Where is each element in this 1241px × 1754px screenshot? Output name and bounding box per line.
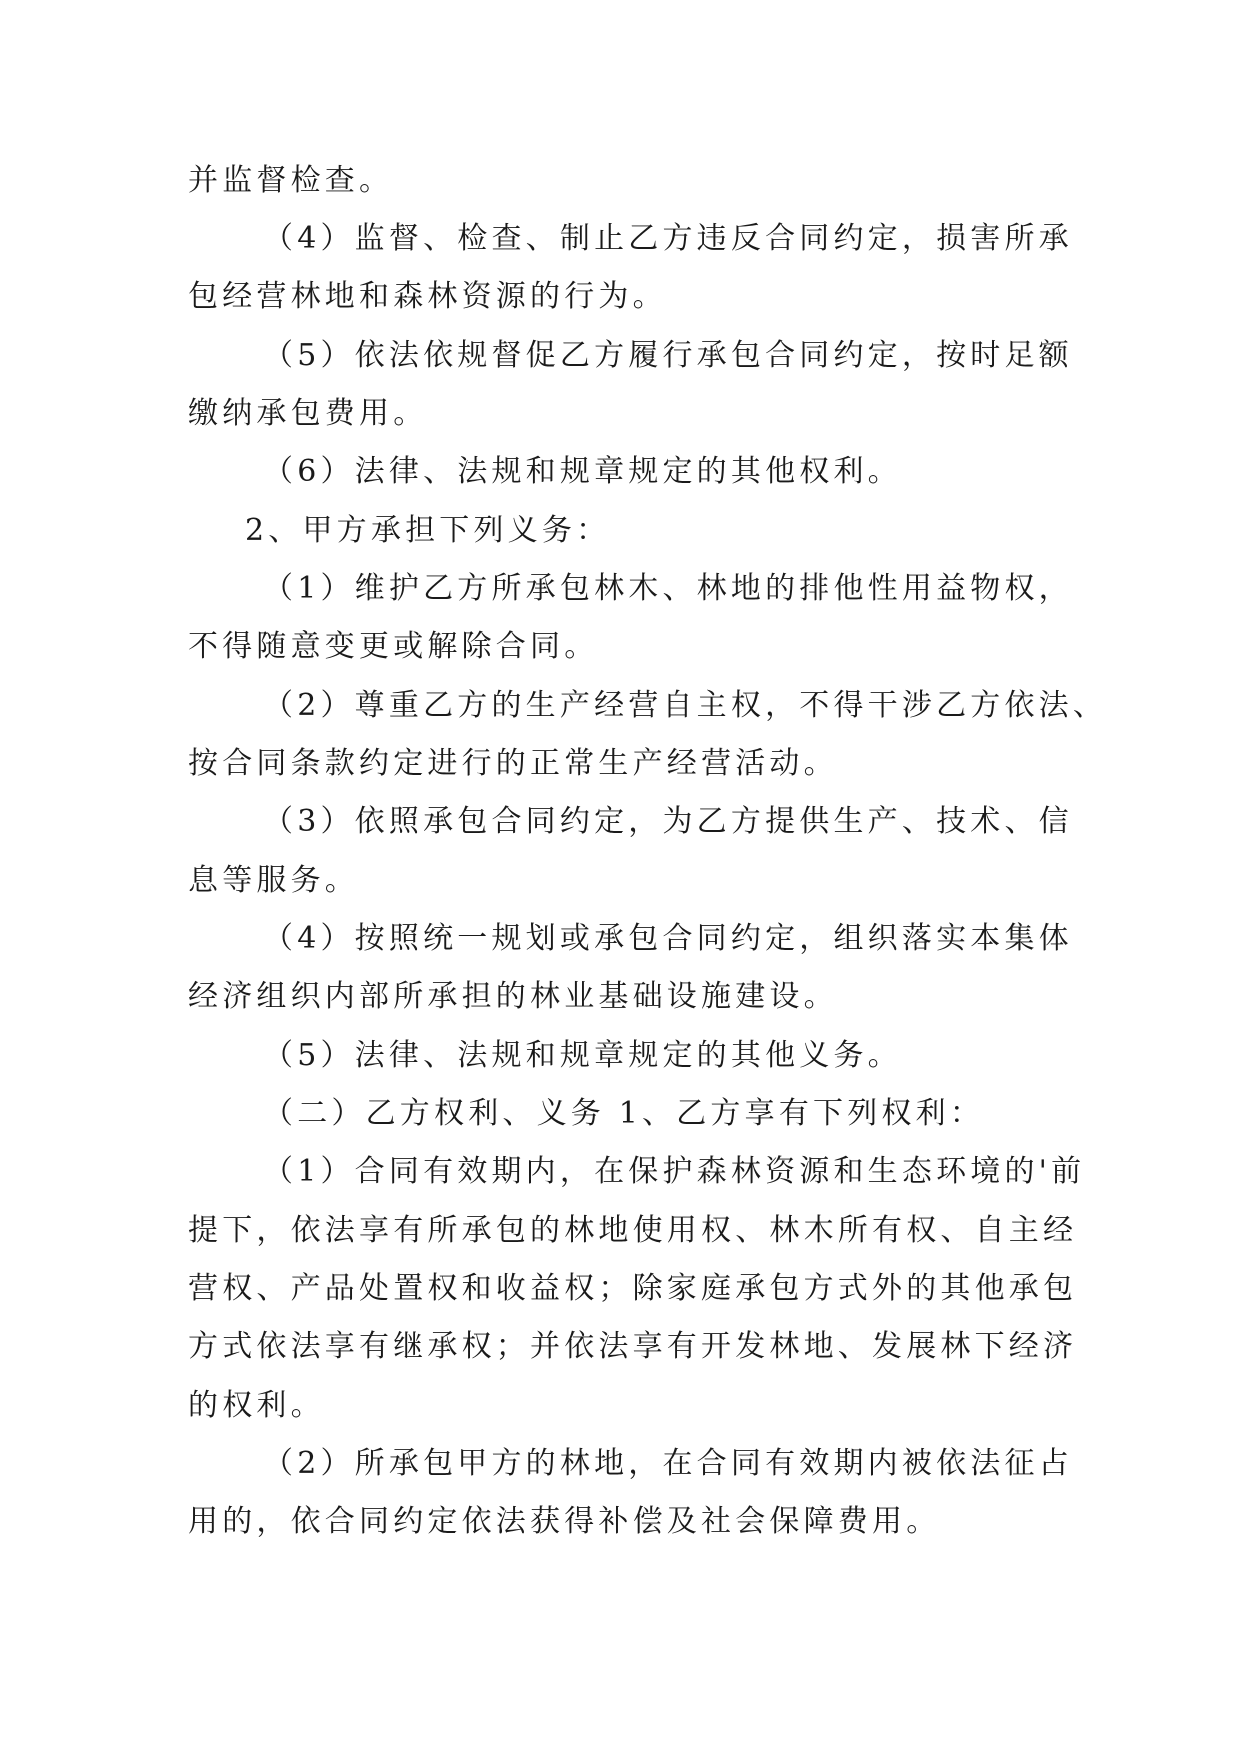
- text-line: 按合同条款约定进行的正常生产经营活动。: [188, 746, 838, 781]
- text-line: （2）尊重乙方的生产经营自主权，不得干涉乙方依法、: [263, 688, 1108, 723]
- text-line: 并监督检查。: [188, 163, 394, 198]
- text-line: （1）合同有效期内，在保护森林资源和生态环境的'前: [263, 1154, 1086, 1189]
- text-line: （4）监督、检查、制止乙方违反合同约定，损害所承: [263, 221, 1073, 256]
- text-line: （1）维护乙方所承包林木、林地的排他性用益物权，: [263, 571, 1073, 606]
- text-line: 经济组织内部所承担的林业基础设施建设。: [188, 979, 838, 1014]
- text-line: （5）依法依规督促乙方履行承包合同约定，按时足额: [263, 338, 1073, 373]
- text-line: （6）法律、法规和规章规定的其他权利。: [263, 454, 902, 489]
- text-line: （2）所承包甲方的林地，在合同有效期内被依法征占: [263, 1446, 1073, 1481]
- text-line: 用的，依合同约定依法获得补偿及社会保障费用。: [188, 1504, 941, 1539]
- text-line: 提下，依法享有所承包的林地使用权、林木所有权、自主经: [188, 1213, 1078, 1248]
- text-line: 2、甲方承担下列义务：: [245, 513, 611, 548]
- text-line: （4）按照统一规划或承包合同约定，组织落实本集体: [263, 921, 1073, 956]
- text-line: 包经营林地和森林资源的行为。: [188, 279, 667, 314]
- text-line: 不得随意变更或解除合同。: [188, 629, 599, 664]
- text-line: 营权、产品处置权和收益权；除家庭承包方式外的其他承包: [188, 1271, 1078, 1306]
- text-line: 的权利。: [188, 1388, 325, 1423]
- text-line: （二）乙方权利、义务 1、乙方享有下列权利：: [263, 1096, 985, 1131]
- text-line: 息等服务。: [188, 863, 359, 898]
- text-line: （3）依照承包合同约定，为乙方提供生产、技术、信: [263, 804, 1073, 839]
- text-line: 方式依法享有继承权；并依法享有开发林地、发展林下经济: [188, 1329, 1078, 1364]
- text-line: 缴纳承包费用。: [188, 396, 428, 431]
- text-line: （5）法律、法规和规章规定的其他义务。: [263, 1038, 902, 1073]
